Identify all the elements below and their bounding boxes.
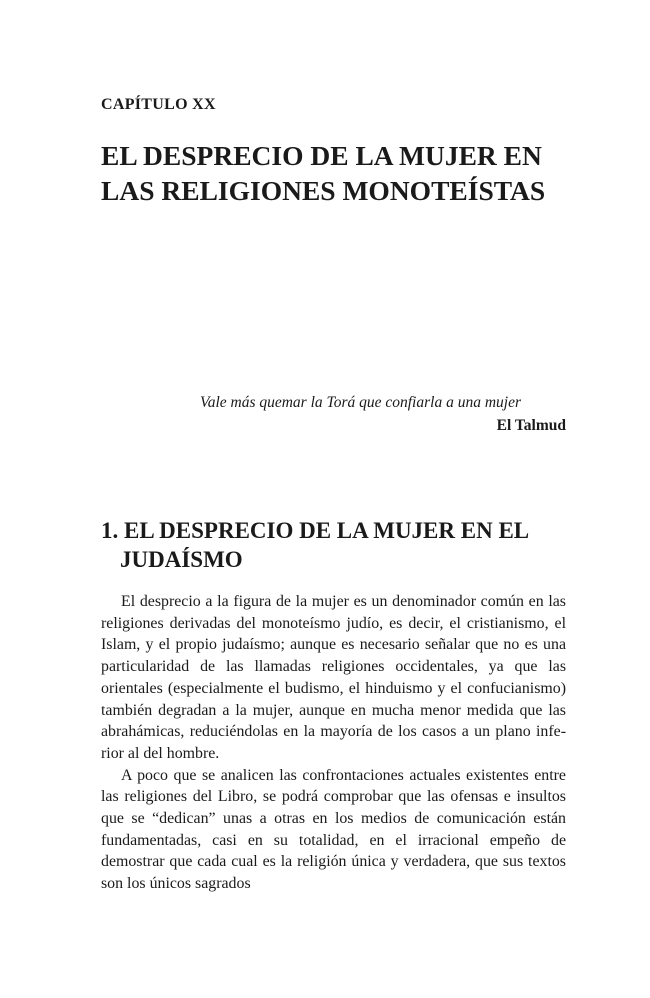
- section-heading: 1. EL DESPRECIO DE LA MUJER EN EL JUDAÍSMO: [101, 518, 528, 572]
- paragraph-1: El desprecio a la figura de la mujer es un denominador común en las religiones derivadas del monoteísmo judío, es decir, el cristianismo, el Islam, y el propio judaísmo; aunque es necesario señalar que no es una particularidad de las llamadas religiones occidentales, ya que las orientales (especialmente el budismo, el hinduismo y el confucianismo) también degradan a la mujer, aunque en mucha menor medida que las abrahámicas, reduciéndolas en la mayoría de los casos a un plano inferior al del hombre.: [101, 593, 566, 762]
- body-text: [101, 591, 566, 895]
- epigraph-quote: Vale más quemar la Torá que confiarla a una mujer: [199, 394, 521, 411]
- epigraph-source: El Talmud: [496, 417, 566, 434]
- epigraph: [101, 394, 566, 435]
- chapter-title: EL DESPRECIO DE LA MUJER EN LAS RELIGIONES MONOTEÍSTAS: [101, 140, 546, 206]
- chapter-label: CAPÍTULO XX: [101, 96, 216, 113]
- paragraph-2: A poco que se analicen las confrontaciones actuales existentes entre las religiones del Libro, se podrá comprobar que las ofensas e insultos que se “dedican” unas a otras en los medios de comunicación están fundamentadas, casi en su totalidad, en el irracional empeño de demostrar que cada cual es la religión única y verdadera, que sus textos son los únicos sagrados: [101, 766, 566, 893]
